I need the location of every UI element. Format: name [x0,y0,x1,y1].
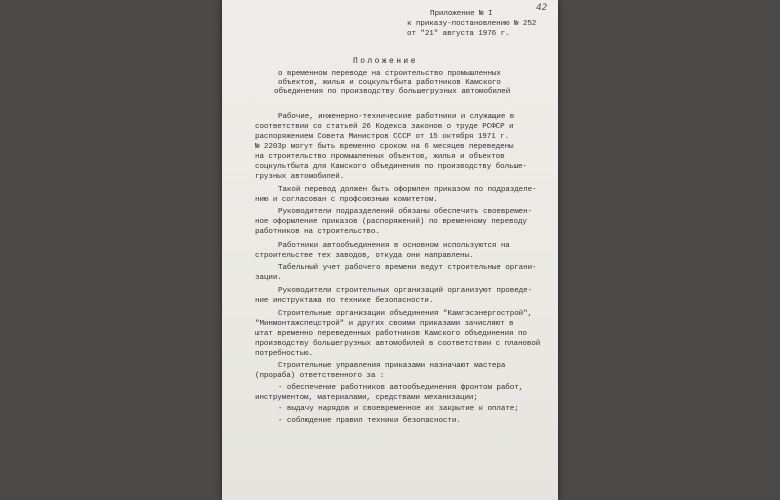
body-line: Такой перевод должен быть оформлен приказом по подразделе- [278,186,537,194]
body-line: штат временно переведенных работников Камского объединения по [255,330,527,338]
body-line: Руководители подразделений обязаны обеспечить своевремен- [278,208,533,216]
document-title: Положение [353,57,418,66]
body-line: - выдачу нарядов и своевременное их закрытие к оплате; [278,405,519,413]
body-line: "Минмонтажспецстрой" и других своими приказами зачисляют в [255,320,514,328]
body-line: производству большегрузных автомобилей в соответствии с плановой [255,340,541,348]
appendix-label: Приложение № I [430,10,493,18]
subtitle-line: объединения по производству большегрузных автомобилей [274,88,511,96]
body-line: соцкультбыта для Камского объединения по производству больше- [255,163,527,171]
body-line: зации. [255,274,282,282]
body-line: потребностью. [255,350,313,358]
body-line: соответствии со статьей 26 Кодекса законов о труде РСФСР и [255,123,514,131]
handwritten-page-number: 42 [536,3,548,13]
order-date: от "21" августа 1976 г. [407,30,510,38]
body-line: ние инструктажа по технике безопасности. [255,297,434,305]
subtitle-line: о временном переводе на строительство промышленных [278,70,501,78]
body-line: работников на строительство. [255,228,380,236]
body-line: № 2203р могут быть временно сроком на 6 месяцев переведены [255,143,514,151]
body-line: ное оформление приказов (распоряжений) по временному переводу [255,218,527,226]
document-page [222,0,558,500]
body-line: распоряжением Совета Министров СССР от 15 октября 1971 г. [255,133,510,141]
body-line: Работники автообъединения в основном используются на [278,242,510,250]
body-line: инструментом, материалами, средствами механизации; [255,394,478,402]
body-line: Строительные управления приказами назначают мастера [278,362,506,370]
body-line: Руководители строительных организаций организуют проведе- [278,287,533,295]
order-reference: к приказу-постановлению № 252 [407,20,537,28]
subtitle-line: объектов, жилья и соцкультбыта работников Камского [278,79,501,87]
body-line: Рабочие, инженерно-технические работники и служащие в [278,113,515,121]
body-line: (прораба) ответственного за : [255,372,385,380]
body-line: на строительство промышленных объектов, жилья и объектов [255,153,505,161]
body-line: Строительные организации объединения "Камгэсэнергострой", [278,310,533,318]
body-line: нию и согласован с профсоюзным комитетом. [255,196,438,204]
body-line: - соблюдение правил техники безопасности. [278,417,461,425]
body-line: - обеспечение работников автообъединения фронтом работ, [278,384,524,392]
body-line: Табельный учет рабочего времени ведут строительные органи- [278,264,537,272]
body-line: строительстве тех заводов, откуда они направлены. [255,252,474,260]
body-line: грузных автомобилей. [255,173,345,181]
